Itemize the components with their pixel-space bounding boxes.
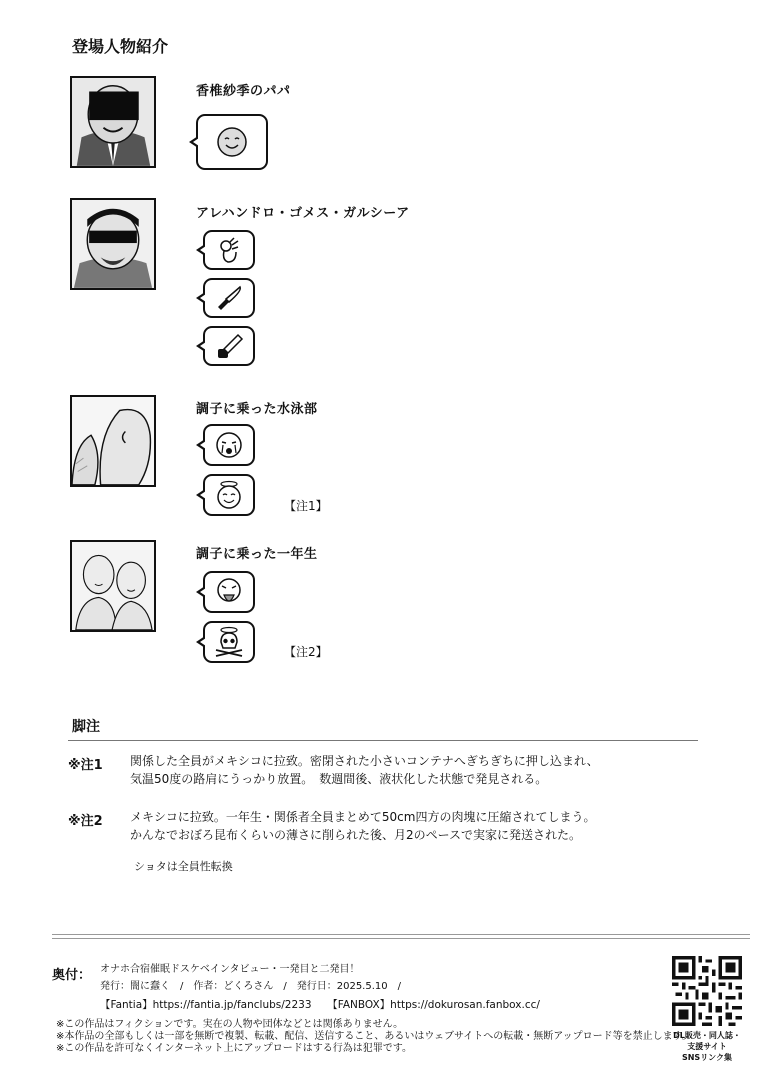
speech-bubble: [196, 114, 268, 170]
disclaimer-line: ※本作品の全部もしくは一部を無断で複製、転載、配信、送信すること、あるいはウェブサイトへの転載・無断アップロード等を禁止します。: [56, 1031, 692, 1042]
speech-bubble: [203, 326, 255, 366]
swim-club-portrait: [70, 395, 156, 487]
links-line[interactable]: 【Fantia】https://fantia.jp/fanclubs/2233 【FANBOX】https://dokurosan.fanbox.cc/: [100, 999, 540, 1011]
divider: [52, 934, 750, 935]
footnote-line: 気温50度の路肩にうっかり放置。 数週間後、液状化した状態で発見される。: [130, 772, 548, 786]
divider: [52, 938, 750, 939]
footnote-line: メキシコに拉致。一年生・関係者全員まとめて50cm四方の肉塊に圧縮されてしまう。: [130, 810, 596, 824]
chainsaw-icon: [214, 331, 244, 361]
footnotes-heading: 脚注: [72, 719, 100, 735]
footnote-mark: ※注2: [68, 814, 103, 829]
qr-caption-line: 支援サイト: [687, 1042, 727, 1051]
speech-bubble: [203, 621, 255, 663]
smiling-face-icon: [216, 126, 248, 158]
note-reference: 【注1】: [284, 499, 328, 513]
skull-halo-icon: [213, 626, 245, 658]
character-name: アレハンドロ・ゴメス・ガルシーア: [196, 206, 410, 221]
qr-code-icon[interactable]: [672, 956, 742, 1026]
disclaimer-line: ※この作品を許可なくインターネット上にアップロードはする行為は犯罪です。: [56, 1043, 412, 1054]
scream-face-icon: [215, 577, 243, 607]
first-year-portrait: [70, 540, 156, 632]
character-name: 調子に乗った水泳部: [196, 402, 318, 417]
publication-info: 発行：闇に蠢く / 作者：どくろさん / 発行日：2025.5.10 /: [100, 981, 402, 992]
knife-icon: [214, 285, 244, 311]
speech-bubble: [203, 474, 255, 516]
qr-caption-line: DL販売・同人誌・: [673, 1031, 741, 1040]
speech-bubble: [203, 278, 255, 318]
footnote-mark: ※注1: [68, 758, 103, 773]
ok-hand-icon: [216, 236, 242, 264]
page-title: 登場人物紹介: [72, 37, 169, 56]
footnote-line: 関係した全員がメキシコに拉致。密閉された小さいコンテナへぎちぎちに押し込まれ、: [130, 754, 599, 768]
footnote-extra: ショタは全員性転換: [134, 860, 233, 873]
note-reference: 【注2】: [284, 645, 328, 659]
crying-face-icon: [215, 431, 243, 459]
speech-bubble: [203, 424, 255, 466]
character-name: 香椎紗季のパパ: [196, 84, 291, 99]
speech-bubble: [203, 230, 255, 270]
angel-face-icon: [215, 480, 243, 510]
colophon-label: 奥付：: [52, 968, 92, 983]
footnote-line: かんなでおぼろ昆布くらいの薄さに削られた後、月2のペースで実家に発送された。: [130, 828, 582, 842]
disclaimer-line: ※この作品はフィクションです。実在の人物や団体などとは関係ありません。: [56, 1019, 404, 1030]
divider: [68, 740, 698, 741]
qr-caption-line: SNSリンク集: [681, 1053, 733, 1062]
character-name: 調子に乗った一年生: [196, 547, 318, 562]
book-title: オナホ合宿催眠ドスケベインタビュー・一発目と二発目！: [100, 964, 360, 975]
qr-caption: [660, 1030, 754, 1063]
alejandro-portrait: [70, 198, 156, 290]
father-portrait: [70, 76, 156, 168]
speech-bubble: [203, 571, 255, 613]
